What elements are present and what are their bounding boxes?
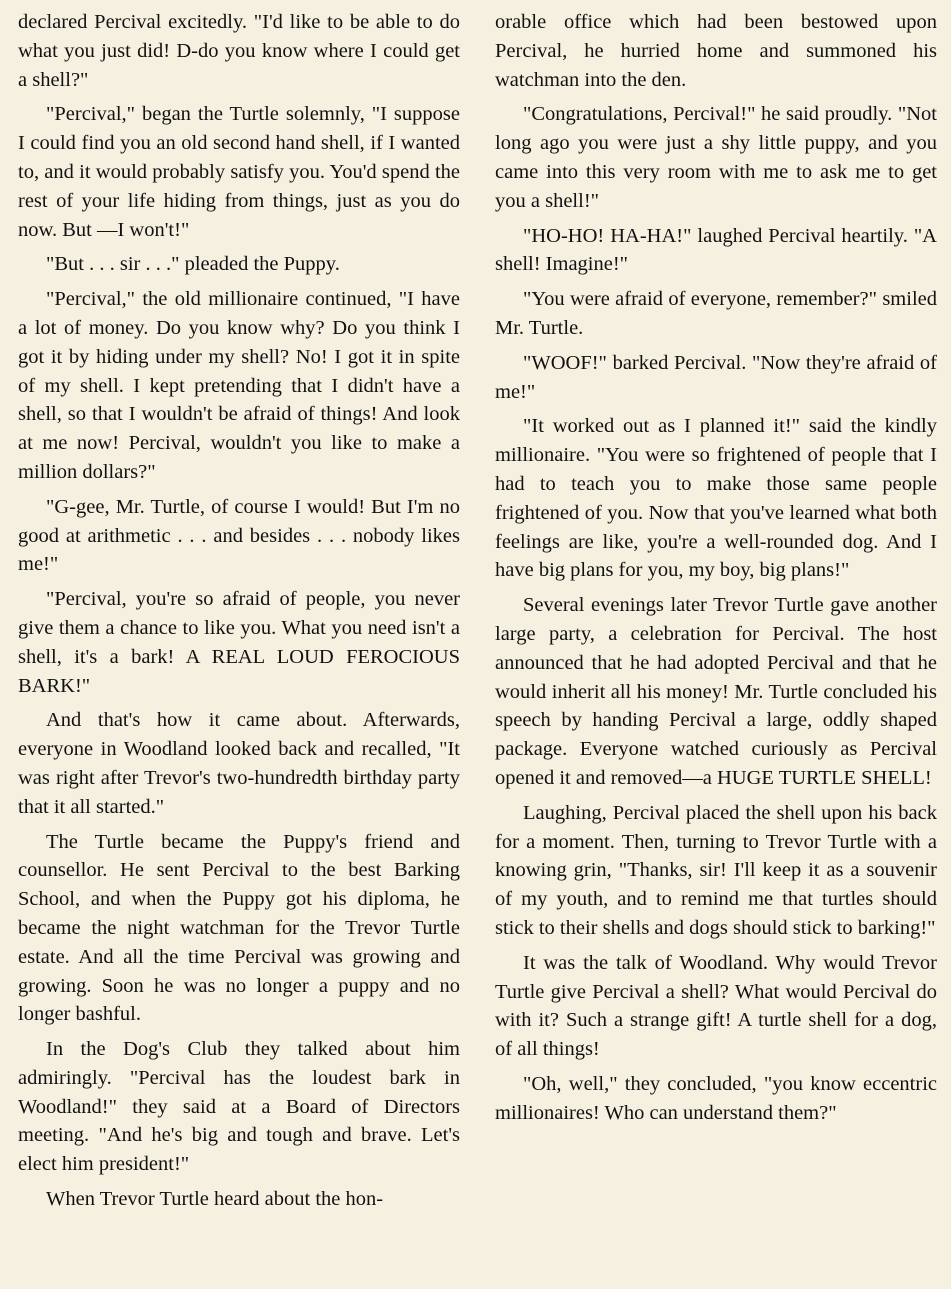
paragraph: It was the talk of Woodland. Why would Trevor Turtle give Percival a shell? What would Percival do with it? Such a strange gift! A turtle shell for a dog, of all things! bbox=[495, 951, 937, 1061]
paragraph: "HO-HO! HA-HA!" laughed Percival heartily. "A shell! Imagine!" bbox=[495, 224, 937, 276]
paragraph: When Trevor Turtle heard about the hon- bbox=[46, 1188, 384, 1211]
paragraph: In the Dog's Club they talked about him admiringly. "Percival has the loudest bark in Woodland!" they said at a Board of Directors meeting. "And he's big and tough and brave. Let's elect him president!" bbox=[18, 1038, 460, 1176]
paragraph: "But . . . sir . . ." pleaded the Puppy. bbox=[46, 253, 340, 276]
paragraph: Laughing, Percival placed the shell upon his back for a moment. Then, turning to Trevor Turtle with a knowing grin, "Thanks, sir! I'll keep it as a souvenir of my youth, and to remind me that turtles should stick to their shells and dogs should stick to barking!" bbox=[495, 801, 937, 939]
paragraph: orable office which had been bestowed upon Percival, he hurried home and summoned his watchman into the den. bbox=[495, 11, 937, 91]
paragraph: "Percival, you're so afraid of people, you never give them a chance to like you. What you need isn't a shell, it's a bark! A REAL LOUD FEROCIOUS BARK!" bbox=[18, 588, 460, 697]
paragraph: "Oh, well," they concluded, "you know eccentric millionaires! Who can understand them?" bbox=[495, 1072, 937, 1124]
paragraph: "Percival," began the Turtle solemnly, "I suppose I could find you an old second hand shell, if I wanted to, and it would probably satisfy you. You'd spend the rest of your life hiding from things, just as you do now. But —I won't!" bbox=[18, 103, 460, 241]
paragraph: And that's how it came about. Afterwards, everyone in Woodland looked back and recalled, "It was right after Trevor's two-hundredth birthday party that it all started." bbox=[18, 709, 460, 818]
paragraph: "WOOF!" barked Percival. "Now they're afraid of me!" bbox=[495, 351, 937, 403]
paragraph: The Turtle became the Puppy's friend and counsellor. He sent Percival to the best Barking School, and when the Puppy got his diploma, he became the night watchman for the Trevor Turtle estate. And all the time Percival was growing and growing. Soon he was no longer a puppy and no longer bashful. bbox=[18, 830, 460, 1026]
paragraph: "Congratulations, Percival!" he said proudly. "Not long ago you were just a shy little puppy, and you came into this very room with me to ask me to get you a shell!" bbox=[495, 103, 937, 212]
paragraph: "Percival," the old millionaire continued, "I have a lot of money. Do you know why? Do you think I got it by hiding under my shell? No! I got it in spite of my shell. I kept pretending that I didn't have a shell, so that I wouldn't be afraid of things! And look at me now! Percival, wouldn't you like to make a million dollars?" bbox=[18, 288, 460, 483]
right-column bbox=[495, 8, 937, 1133]
left-column bbox=[18, 8, 460, 1220]
paragraph: "It worked out as I planned it!" said the kindly millionaire. "You were so frightened of people that I had to teach you to make those same people frightened of you. Now that you've learned what both feelings are like, you're a well-rounded dog. And I have big plans for you, my boy, big plans!" bbox=[495, 415, 937, 582]
paragraph: Several evenings later Trevor Turtle gave another large party, a celebration for Percival. The host announced that he had adopted Percival and that he would inherit all his money! Mr. Turtle concluded his speech by handing Percival a large, oddly shaped package. Everyone watched curiously as Percival opened it and removed—a HUGE TURTLE SHELL! bbox=[495, 594, 937, 789]
paragraph: "G-gee, Mr. Turtle, of course I would! But I'm no good at arithmetic . . . and besides . . . nobody likes me!" bbox=[18, 495, 460, 576]
paragraph: declared Percival excitedly. "I'd like to be able to do what you just did! D-do you know where I could get a shell?" bbox=[18, 11, 460, 91]
paragraph: "You were afraid of everyone, remember?" smiled Mr. Turtle. bbox=[495, 288, 937, 339]
